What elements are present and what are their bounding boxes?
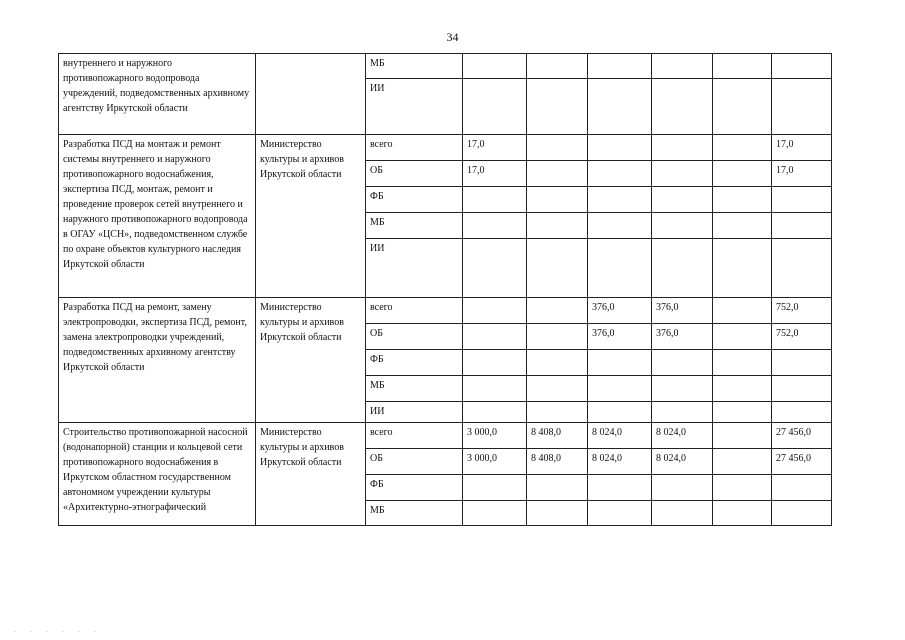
value-cell (713, 402, 772, 423)
value-cell (713, 350, 772, 376)
value-cell (713, 79, 772, 135)
total-cell (772, 79, 832, 135)
value-cell (463, 402, 527, 423)
value-cell (463, 324, 527, 350)
value-cell (527, 79, 588, 135)
value-cell (527, 187, 588, 213)
value-cell (713, 449, 772, 475)
measure-description: Строительство противопожарной насосной (водонапорной) станции и кольцевой сети противопожарного водоснабжения в Иркутском областном государственном автономном учреждении культуры «Архитектурно-этнографический (59, 423, 256, 526)
value-cell (527, 501, 588, 526)
value-cell: 3 000,0 (463, 449, 527, 475)
value-cell (652, 402, 713, 423)
value-cell (713, 423, 772, 449)
table-body (59, 54, 832, 526)
funding-source: всего (366, 423, 463, 449)
value-cell (652, 161, 713, 187)
value-cell (713, 501, 772, 526)
value-cell (527, 475, 588, 501)
value-cell (527, 324, 588, 350)
value-cell (527, 298, 588, 324)
value-cell (527, 161, 588, 187)
value-cell (588, 135, 652, 161)
responsible-executor (256, 54, 366, 135)
value-cell (588, 187, 652, 213)
value-cell: 376,0 (652, 324, 713, 350)
value-cell (713, 376, 772, 402)
measures-table (58, 53, 832, 526)
table-row (59, 135, 832, 161)
table-row (59, 298, 832, 324)
value-cell (463, 376, 527, 402)
measure-description: Разработка ПСД на ремонт, замену электропроводки, экспертиза ПСД, ремонт, замена электропроводки учреждений, подведомственных архивному агентству Иркутской области (59, 298, 256, 423)
funding-source: ОБ (366, 161, 463, 187)
total-cell (772, 239, 832, 298)
total-cell (772, 213, 832, 239)
value-cell (652, 54, 713, 79)
funding-source: ОБ (366, 324, 463, 350)
value-cell (527, 54, 588, 79)
value-cell (588, 79, 652, 135)
value-cell (713, 187, 772, 213)
total-cell (772, 187, 832, 213)
value-cell (652, 376, 713, 402)
value-cell (713, 324, 772, 350)
table-row (59, 54, 832, 79)
value-cell (588, 475, 652, 501)
funding-source: всего (366, 298, 463, 324)
responsible-executor: Министерство культуры и архивов Иркутской области (256, 423, 366, 526)
value-cell (713, 475, 772, 501)
value-cell (527, 402, 588, 423)
responsible-executor: Министерство культуры и архивов Иркутской области (256, 298, 366, 423)
funding-source: ИИ (366, 239, 463, 298)
value-cell (652, 213, 713, 239)
funding-source: МБ (366, 376, 463, 402)
value-cell: 8 024,0 (588, 449, 652, 475)
total-cell (772, 54, 832, 79)
value-cell (588, 54, 652, 79)
funding-source: ИИ (366, 402, 463, 423)
value-cell (588, 239, 652, 298)
value-cell (652, 187, 713, 213)
value-cell: 17,0 (463, 161, 527, 187)
funding-source: всего (366, 135, 463, 161)
total-cell (772, 475, 832, 501)
value-cell (527, 135, 588, 161)
value-cell (588, 501, 652, 526)
total-cell: 17,0 (772, 135, 832, 161)
value-cell (713, 161, 772, 187)
value-cell (588, 161, 652, 187)
value-cell (588, 213, 652, 239)
value-cell (463, 501, 527, 526)
value-cell (588, 350, 652, 376)
funding-source: МБ (366, 213, 463, 239)
value-cell (463, 239, 527, 298)
funding-source: ФБ (366, 475, 463, 501)
value-cell (463, 79, 527, 135)
page-number: 34 (446, 30, 459, 44)
value-cell: 376,0 (588, 298, 652, 324)
value-cell (463, 298, 527, 324)
value-cell (463, 475, 527, 501)
value-cell (713, 298, 772, 324)
value-cell (527, 213, 588, 239)
value-cell (713, 54, 772, 79)
table-row (59, 423, 832, 449)
value-cell (652, 501, 713, 526)
value-cell (713, 213, 772, 239)
total-cell: 17,0 (772, 161, 832, 187)
funding-source: ФБ (366, 350, 463, 376)
value-cell (527, 350, 588, 376)
measure-description: внутреннего и наружного противопожарного водопровода учреждений, подведомственных архивному агентству Иркутской области (59, 54, 256, 135)
total-cell (772, 501, 832, 526)
funding-source: ФБ (366, 187, 463, 213)
funding-source: МБ (366, 54, 463, 79)
responsible-executor: Министерство культуры и архивов Иркутской области (256, 135, 366, 298)
total-cell: 27 456,0 (772, 449, 832, 475)
value-cell (463, 54, 527, 79)
value-cell: 8 024,0 (652, 423, 713, 449)
value-cell (463, 213, 527, 239)
value-cell (652, 79, 713, 135)
total-cell: 752,0 (772, 324, 832, 350)
value-cell: 8 408,0 (527, 423, 588, 449)
value-cell: 8 408,0 (527, 449, 588, 475)
value-cell (713, 135, 772, 161)
value-cell: 376,0 (588, 324, 652, 350)
total-cell: 752,0 (772, 298, 832, 324)
value-cell (527, 376, 588, 402)
value-cell: 3 000,0 (463, 423, 527, 449)
value-cell (588, 376, 652, 402)
total-cell: 27 456,0 (772, 423, 832, 449)
value-cell (652, 475, 713, 501)
value-cell (652, 350, 713, 376)
total-cell (772, 402, 832, 423)
measure-description: Разработка ПСД на монтаж и ремонт системы внутреннего и наружного противопожарного водоснабжения, экспертиза ПСД, монтаж, ремонт и проведение проверок сетей внутреннего и наружного противопожарного водопровода в ОГАУ «ЦСН», подведомственном службе по охране объектов культурного наследия Иркутской области (59, 135, 256, 298)
scan-artifact: . . . . . . (14, 625, 102, 634)
value-cell (652, 239, 713, 298)
funding-source: ИИ (366, 79, 463, 135)
value-cell (463, 187, 527, 213)
value-cell: 8 024,0 (588, 423, 652, 449)
value-cell (463, 350, 527, 376)
value-cell (713, 239, 772, 298)
total-cell (772, 350, 832, 376)
value-cell: 17,0 (463, 135, 527, 161)
value-cell (652, 135, 713, 161)
funding-source: МБ (366, 501, 463, 526)
value-cell (527, 239, 588, 298)
value-cell: 8 024,0 (652, 449, 713, 475)
total-cell (772, 376, 832, 402)
value-cell: 376,0 (652, 298, 713, 324)
value-cell (588, 402, 652, 423)
funding-source: ОБ (366, 449, 463, 475)
